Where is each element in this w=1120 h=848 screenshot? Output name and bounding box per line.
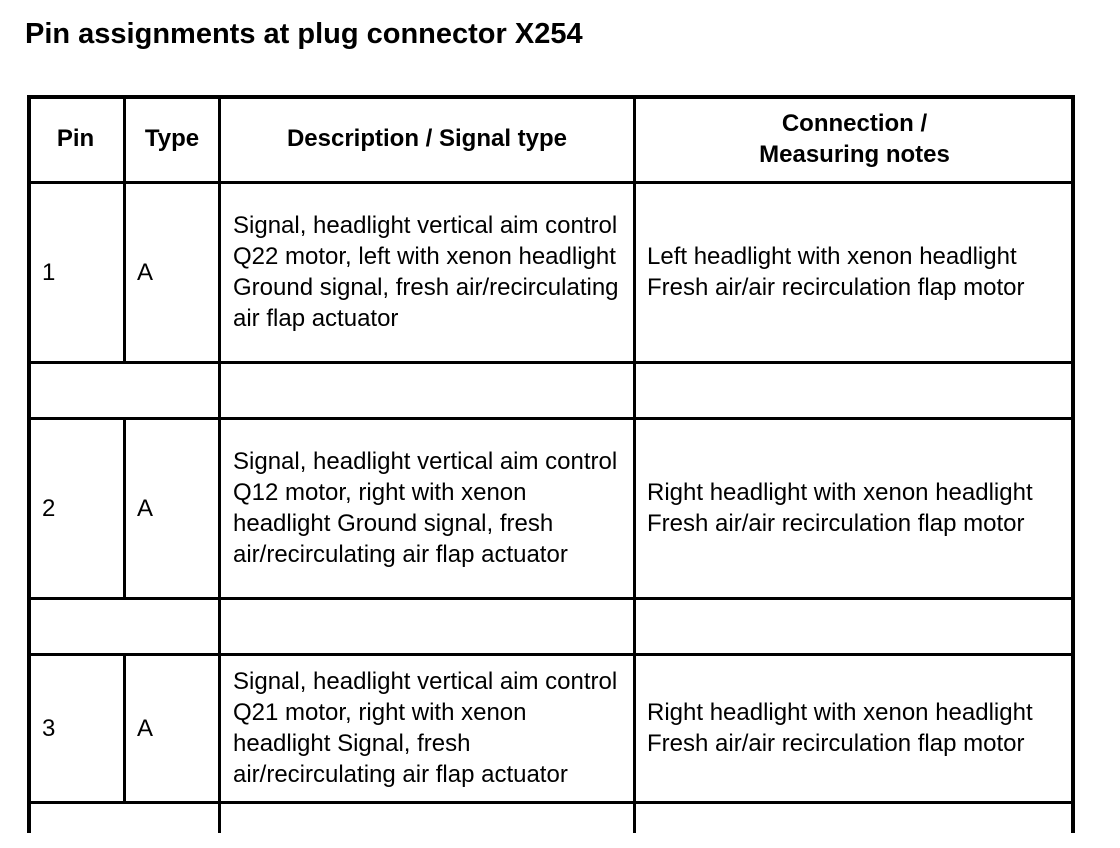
column-divider xyxy=(123,654,126,803)
row-3-type xyxy=(124,654,220,802)
column-divider xyxy=(633,95,636,833)
row-divider xyxy=(27,597,1075,600)
table-border-right xyxy=(1071,95,1075,833)
header-connection xyxy=(634,95,1075,182)
row-divider xyxy=(27,653,1075,656)
header-connection-label-line2: Measuring notes xyxy=(759,140,950,168)
column-divider xyxy=(123,95,126,363)
row-2-pin-value: 2 xyxy=(42,494,56,522)
header-description-label: Description / Signal type xyxy=(286,125,568,152)
column-divider xyxy=(123,418,126,599)
row-2-type-value: A xyxy=(137,494,154,522)
row-1-type-value: A xyxy=(137,258,154,286)
row-2-description-text: Signal, headlight vertical aim control Q12 motor, right with xenon headlight Ground signal, fresh air/recirculating air flap actuator xyxy=(233,448,618,568)
row-1-connection-text: Left headlight with xenon headlight Fresh air/air recirculation flap motor xyxy=(647,243,1025,301)
header-description xyxy=(220,95,634,182)
row-2-type xyxy=(124,418,220,598)
header-pin-label: Pin xyxy=(56,125,95,152)
row-3-pin xyxy=(27,654,124,802)
row-3-connection xyxy=(634,654,1075,802)
row-divider xyxy=(27,801,1075,804)
header-connection-label-line1: Connection / xyxy=(781,109,928,137)
row-3-type-value: A xyxy=(137,714,154,742)
table-border-left xyxy=(27,95,31,833)
row-divider xyxy=(27,361,1075,364)
row-1-pin xyxy=(27,182,124,362)
row-2-connection xyxy=(634,418,1075,598)
row-1-description xyxy=(220,182,634,362)
row-1-description-text: Signal, headlight vertical aim control Q22 motor, left with xenon headlight Ground signal, fresh air/recirculating air flap actuator xyxy=(233,212,619,332)
row-3-connection-text: Right headlight with xenon headlight Fresh air/air recirculation flap motor xyxy=(647,699,1033,757)
row-2-connection-text: Right headlight with xenon headlight Fresh air/air recirculation flap motor xyxy=(647,479,1033,537)
row-1-type xyxy=(124,182,220,362)
row-2-description xyxy=(220,418,634,598)
column-divider xyxy=(218,95,221,833)
row-2-pin xyxy=(27,418,124,598)
header-pin xyxy=(27,95,124,182)
header-type xyxy=(124,95,220,182)
row-3-description xyxy=(220,654,634,802)
row-1-pin-value: 1 xyxy=(42,258,56,286)
row-3-description-text: Signal, headlight vertical aim control Q21 motor, right with xenon headlight Signal, fresh air/recirculating air flap actuator xyxy=(233,668,618,788)
row-1-connection xyxy=(634,182,1075,362)
table-border-top xyxy=(27,95,1075,99)
row-3-pin-value: 3 xyxy=(42,714,56,742)
header-type-label: Type xyxy=(144,125,200,152)
document-title: Pin assignments at plug connector X254 xyxy=(25,18,583,50)
header-divider xyxy=(27,181,1075,184)
row-divider xyxy=(27,417,1075,420)
